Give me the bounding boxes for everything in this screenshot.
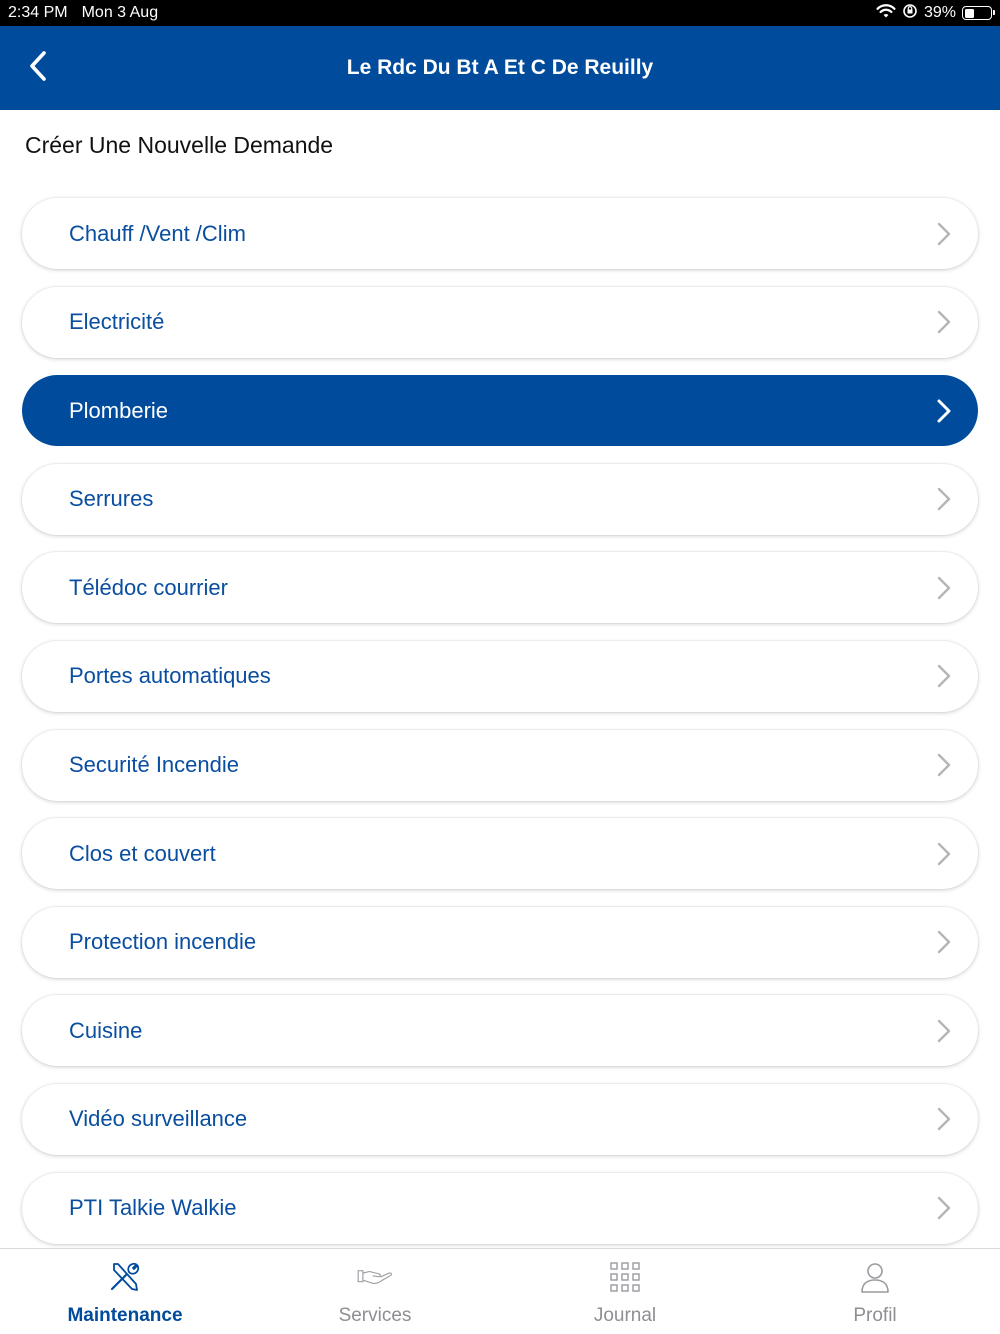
battery-icon bbox=[962, 6, 992, 20]
battery-fill bbox=[965, 9, 975, 18]
wifi-icon bbox=[876, 3, 896, 24]
category-label: Chauff /Vent /Clim bbox=[69, 220, 246, 246]
chevron-right-icon bbox=[936, 398, 952, 424]
tab-label: Profil bbox=[853, 1305, 897, 1326]
chevron-right-icon bbox=[936, 309, 952, 335]
category-label: PTI Talkie Walkie bbox=[69, 1195, 237, 1221]
category-item[interactable] bbox=[22, 818, 978, 889]
category-label: Clos et couvert bbox=[69, 840, 216, 866]
chevron-right-icon bbox=[936, 663, 952, 689]
person-icon bbox=[857, 1259, 893, 1295]
status-time: 2:34 PM bbox=[8, 4, 68, 21]
chevron-right-icon bbox=[936, 841, 952, 867]
category-label: Portes automatiques bbox=[69, 663, 271, 689]
category-item[interactable] bbox=[22, 464, 978, 535]
tab-journal[interactable] bbox=[500, 1249, 750, 1334]
chevron-right-icon bbox=[936, 1018, 952, 1044]
chevron-right-icon bbox=[936, 1106, 952, 1132]
category-item[interactable] bbox=[22, 995, 978, 1066]
page-title: Le Rdc Du Bt A Et C De Reuilly bbox=[346, 56, 654, 79]
chevron-right-icon bbox=[936, 752, 952, 778]
orientation-lock-icon bbox=[902, 3, 918, 24]
tab-maintenance[interactable] bbox=[0, 1249, 250, 1334]
chevron-right-icon bbox=[936, 221, 952, 247]
back-button[interactable] bbox=[18, 46, 58, 90]
tab-label: Services bbox=[338, 1305, 412, 1326]
tools-icon bbox=[107, 1259, 143, 1295]
status-date: Mon 3 Aug bbox=[81, 4, 159, 21]
tab-label: Journal bbox=[593, 1305, 657, 1326]
status-bar bbox=[0, 0, 1000, 26]
category-item[interactable] bbox=[22, 552, 978, 623]
category-label: Protection incendie bbox=[69, 929, 257, 955]
category-item[interactable] bbox=[22, 641, 978, 712]
tab-services[interactable] bbox=[250, 1249, 500, 1334]
chevron-left-icon bbox=[28, 50, 48, 87]
chevron-right-icon bbox=[936, 1195, 952, 1221]
category-item[interactable] bbox=[22, 198, 978, 269]
tab-bar bbox=[0, 1248, 1000, 1334]
section-title: Créer Une Nouvelle Demande bbox=[25, 132, 334, 158]
category-label: Electricité bbox=[69, 309, 165, 335]
grid-icon bbox=[607, 1259, 643, 1295]
category-item[interactable] bbox=[22, 907, 978, 978]
category-label: Vidéo surveillance bbox=[69, 1106, 248, 1132]
battery-percent: 39% bbox=[923, 4, 956, 21]
category-item[interactable] bbox=[22, 287, 978, 358]
category-item[interactable] bbox=[22, 1084, 978, 1155]
category-item[interactable] bbox=[22, 730, 978, 801]
category-label: Serrures bbox=[69, 486, 154, 512]
chevron-right-icon bbox=[936, 929, 952, 955]
hand-icon bbox=[357, 1259, 393, 1295]
category-label: Plomberie bbox=[69, 397, 169, 423]
tab-profil[interactable] bbox=[750, 1249, 1000, 1334]
category-label: Securité Incendie bbox=[69, 752, 239, 778]
category-label: Cuisine bbox=[69, 1017, 143, 1043]
category-item[interactable] bbox=[22, 1173, 978, 1244]
nav-bar bbox=[0, 26, 1000, 110]
tab-label: Maintenance bbox=[67, 1305, 183, 1326]
category-list bbox=[22, 198, 978, 1261]
chevron-right-icon bbox=[936, 486, 952, 512]
category-label: Télédoc courrier bbox=[69, 574, 228, 600]
chevron-right-icon bbox=[936, 575, 952, 601]
category-item[interactable] bbox=[22, 375, 978, 446]
